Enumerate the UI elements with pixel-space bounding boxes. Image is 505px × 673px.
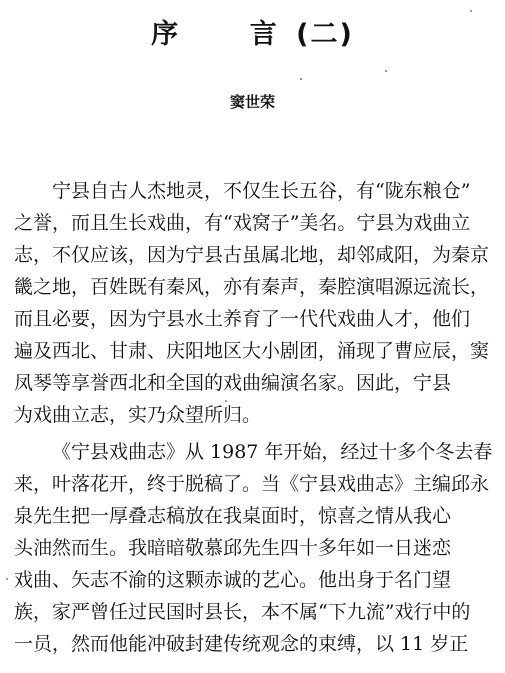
text-line: 遍及西北、甘肃、庆阳地区大小剧团，涌现了曹应辰，窦 <box>14 340 490 362</box>
text-line: 戏曲、矢志不渝的这颗赤诚的艺心。他出身于名门望 <box>14 569 452 591</box>
scan-speck <box>300 78 302 80</box>
scan-speck <box>6 578 8 580</box>
text-line: 一员，然而他能冲破封建传统观念的束缚，以 11 岁正 <box>14 633 469 655</box>
text-line: 族，家严曾任过民国时县长，本不属“下九流”戏行中的 <box>14 601 471 623</box>
page-title: 序 言 (二) <box>151 19 354 50</box>
scan-speck <box>470 10 472 12</box>
text-line: 泉先生把一厚叠志稿放在我桌面时，惊喜之情从我心 <box>14 505 452 527</box>
text-line: 为戏曲立志，实乃众望所归。 <box>14 404 262 426</box>
scan-speck <box>385 70 387 72</box>
scan-speck <box>225 400 227 402</box>
text-line: 畿之地，百姓既有秦风，亦有秦声，秦腔演唱源远流长， <box>14 276 490 298</box>
text-line: 头油然而生。我暗暗敬慕邱先生四十多年如一日迷恋 <box>14 537 452 559</box>
text-line: 志，不仅应该，因为宁县古虽属北地，却邻咸阳，为秦京 <box>14 244 490 266</box>
text-line: 宁县自古人杰地灵，不仅生长五谷，有“陇东粮仓” <box>52 180 471 202</box>
text-line: 来，叶落花开，终于脱稿了。当《宁县戏曲志》主编邱永 <box>14 473 490 495</box>
author-name: 窦世荣 <box>229 93 275 111</box>
text-line: 《宁县戏曲志》从 1987 年开始，经过十多个冬去春 <box>52 441 492 463</box>
text-line: 之誉，而且生长戏曲，有“戏窝子”美名。宁县为戏曲立 <box>14 212 471 234</box>
text-line: 凤琴等享誉西北和全国的戏曲编演名家。因此，宁县 <box>14 372 452 394</box>
text-line: 而且必要，因为宁县水土养育了一代代戏曲人才，他们 <box>14 308 471 330</box>
